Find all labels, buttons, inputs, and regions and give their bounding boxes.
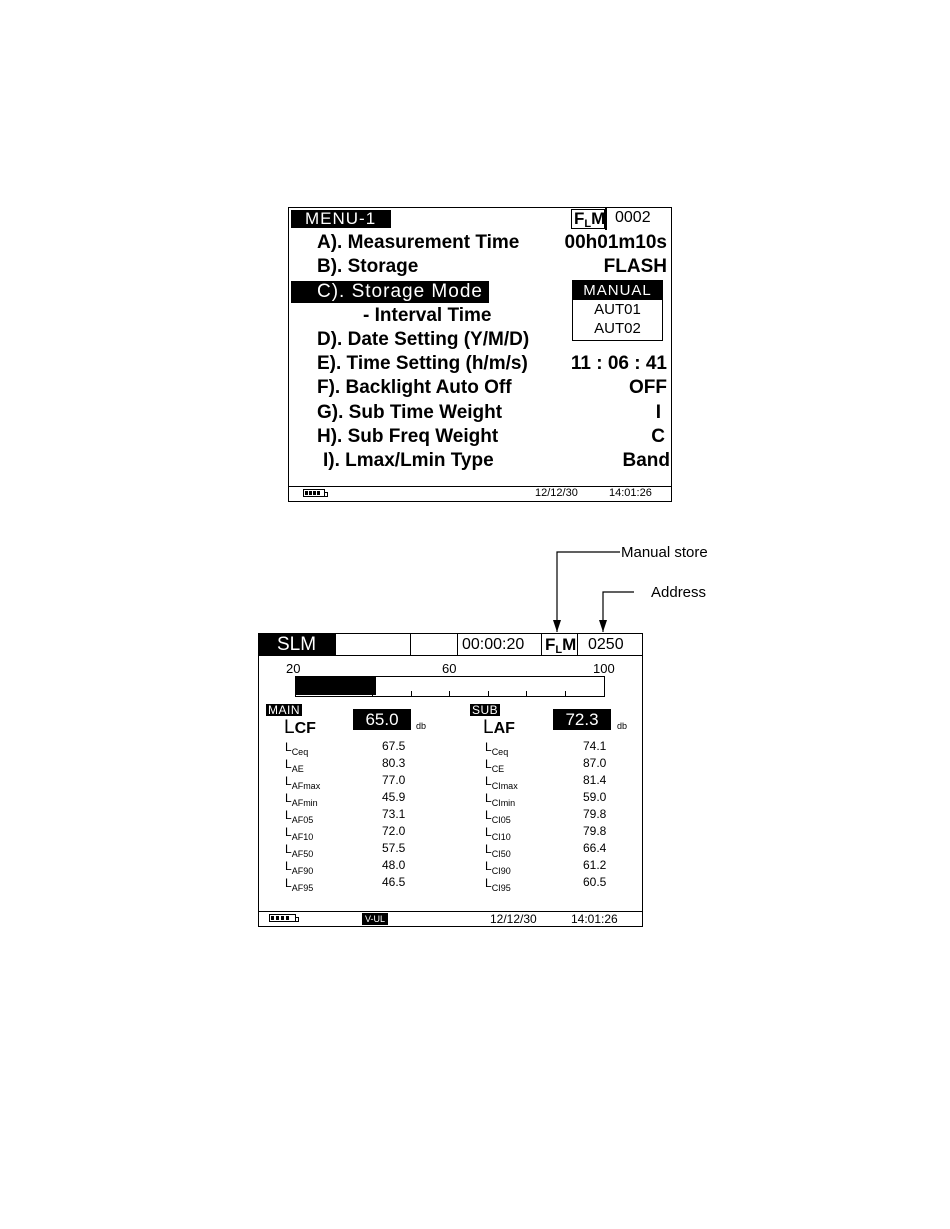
param-symbol: $L_{CE}$	[485, 757, 505, 774]
sub-unit: db	[617, 721, 628, 731]
param-value: 46.5	[382, 875, 406, 889]
sub-tag: SUB	[472, 703, 499, 717]
param-value: 79.8	[583, 824, 607, 838]
param-value: 77.0	[382, 773, 406, 787]
param-value: 79.8	[583, 807, 607, 821]
lmax-lmin-type-value: Band	[622, 450, 670, 471]
address-value: 0250	[577, 634, 642, 655]
param-symbol: $L_{CI95}$	[485, 876, 511, 893]
header-blank-1	[335, 634, 410, 655]
flm-m: M	[591, 209, 606, 228]
flm-m: M	[562, 635, 577, 654]
param-symbol: $L_{CImin}$	[485, 791, 516, 808]
flm-l: L	[584, 218, 592, 230]
menu-item-label: H). Sub Freq Weight	[317, 426, 499, 447]
param-value: 59.0	[583, 790, 607, 804]
slm-status-bar	[259, 911, 642, 926]
param-symbol: $L_{CImax}$	[485, 774, 518, 791]
param-symbol: $L_{AE}$	[285, 757, 304, 774]
menu-item-label: I). Lmax/Lmin Type	[323, 450, 494, 471]
param-value: 66.4	[583, 841, 607, 855]
param-symbol: $L_{Ceq}$	[285, 740, 309, 757]
option-aut01[interactable]: AUT01	[594, 301, 641, 318]
option-manual[interactable]: MANUAL	[573, 281, 662, 300]
flm-indicator	[541, 634, 577, 655]
param-value: 60.5	[583, 875, 607, 889]
slm-screen	[258, 633, 643, 927]
status-time: 14:01:26	[571, 912, 618, 926]
slm-header	[259, 634, 642, 656]
sub-reading: 72.3	[553, 709, 611, 730]
main-unit: db	[416, 721, 427, 731]
param-symbol: $L_{AF05}$	[285, 808, 314, 825]
menu-item-label: D). Date Setting (Y/M/D)	[317, 329, 530, 350]
status-date: 12/12/30	[535, 487, 578, 499]
level-bar	[295, 676, 605, 697]
main-symbol-rest: CF	[294, 720, 316, 737]
menu-title: MENU-1	[291, 210, 391, 228]
flm-l: L	[555, 644, 563, 656]
sub-symbol-rest: AF	[493, 720, 515, 737]
scale-label-20: 20	[286, 661, 301, 676]
option-aut02[interactable]: AUT02	[594, 320, 641, 337]
time-setting-value: 11 : 06 : 41	[570, 353, 667, 374]
param-value: 61.2	[583, 858, 607, 872]
param-symbol: $L_{Ceq}$	[485, 740, 509, 757]
storage-value: FLASH	[603, 256, 667, 277]
mode-indicator: V-UL	[362, 913, 388, 925]
param-symbol: $L_{CI90}$	[485, 859, 511, 876]
elapsed-time: 00:00:20	[457, 634, 541, 655]
param-symbol: $L_{AF95}$	[285, 876, 314, 893]
status-time: 14:01:26	[609, 487, 652, 499]
scale-label-100: 100	[593, 661, 615, 676]
param-symbol: $L_{AFmin}$	[285, 791, 318, 808]
sub-symbol-l: L	[483, 717, 494, 738]
main-symbol-l: L	[284, 717, 295, 738]
flm-f: F	[574, 209, 585, 228]
param-value: 57.5	[382, 841, 406, 855]
header-blank-2	[410, 634, 457, 655]
manual-store-label: Manual store	[621, 544, 708, 561]
menu-item-label: A). Measurement Time	[317, 232, 520, 253]
menu-item-label: B). Storage	[317, 256, 419, 277]
param-value: 74.1	[583, 739, 607, 753]
param-symbol: $L_{AF10}$	[285, 825, 314, 842]
param-value: 72.0	[382, 824, 406, 838]
menu-item-label: G). Sub Time Weight	[317, 402, 503, 423]
param-value: 87.0	[583, 756, 607, 770]
param-symbol: $L_{AFmax}$	[285, 774, 321, 791]
param-value: 67.5	[382, 739, 406, 753]
param-symbol: $L_{AF50}$	[285, 842, 314, 859]
menu-item-label: - Interval Time	[363, 305, 492, 326]
param-value: 73.1	[382, 807, 406, 821]
measurement-time-value: 00h01m10s	[564, 232, 667, 253]
param-symbol: $L_{CI05}$	[485, 808, 511, 825]
backlight-value: OFF	[629, 377, 667, 398]
param-symbol: $L_{CI10}$	[485, 825, 511, 842]
param-symbol: $L_{CI50}$	[485, 842, 511, 859]
scale-label-60: 60	[442, 661, 457, 676]
param-symbol: $L_{AF90}$	[285, 859, 314, 876]
status-date: 12/12/30	[490, 912, 537, 926]
sub-symbol	[483, 717, 515, 739]
sub-freq-weight-value: C	[651, 426, 665, 447]
menu-item-label: F). Backlight Auto Off	[317, 377, 512, 398]
address-label: Address	[651, 584, 707, 601]
param-value: 48.0	[382, 858, 406, 872]
slm-title: SLM	[259, 634, 335, 655]
main-symbol	[284, 717, 316, 739]
level-bar-fill	[296, 677, 376, 695]
param-value: 81.4	[583, 773, 607, 787]
param-value: 80.3	[382, 756, 406, 770]
menu-item-label: E). Time Setting (h/m/s)	[317, 353, 528, 374]
main-tag: MAIN	[268, 703, 300, 717]
flm-f: F	[545, 635, 556, 654]
menu-item-label: C). Storage Mode	[317, 281, 483, 302]
main-reading: 65.0	[353, 709, 411, 730]
param-value: 45.9	[382, 790, 406, 804]
address-value: 0002	[615, 209, 651, 226]
sub-time-weight-value: I	[655, 402, 661, 423]
battery-icon	[269, 914, 296, 922]
